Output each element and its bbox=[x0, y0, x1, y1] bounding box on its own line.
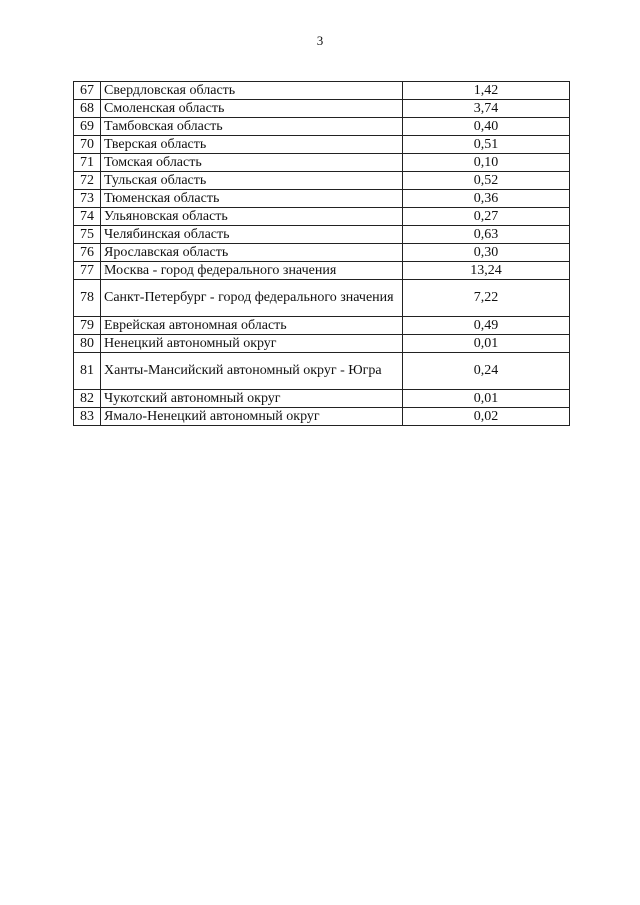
row-number: 72 bbox=[74, 172, 101, 190]
region-name: Смоленская область bbox=[101, 100, 403, 118]
table-row bbox=[74, 118, 570, 136]
region-name: Москва - город федерального значения bbox=[101, 262, 403, 280]
region-name: Тамбовская область bbox=[101, 118, 403, 136]
region-name: Ямало-Ненецкий автономный округ bbox=[101, 408, 403, 426]
table-row bbox=[74, 172, 570, 190]
row-number: 78 bbox=[74, 280, 101, 317]
row-number: 74 bbox=[74, 208, 101, 226]
table-row bbox=[74, 390, 570, 408]
row-number: 79 bbox=[74, 317, 101, 335]
region-value: 0,49 bbox=[403, 317, 570, 335]
region-name: Тюменская область bbox=[101, 190, 403, 208]
table-row bbox=[74, 154, 570, 172]
page-number: 3 bbox=[316, 33, 324, 48]
region-value: 0,30 bbox=[403, 244, 570, 262]
row-number: 70 bbox=[74, 136, 101, 154]
row-number: 83 bbox=[74, 408, 101, 426]
row-number: 73 bbox=[74, 190, 101, 208]
regions-table bbox=[73, 81, 570, 426]
region-name: Тульская область bbox=[101, 172, 403, 190]
region-name: Еврейская автономная область bbox=[101, 317, 403, 335]
row-number: 75 bbox=[74, 226, 101, 244]
region-name: Ненецкий автономный округ bbox=[101, 335, 403, 353]
region-value: 0,40 bbox=[403, 118, 570, 136]
table-row bbox=[74, 100, 570, 118]
region-name: Челябинская область bbox=[101, 226, 403, 244]
region-value: 1,42 bbox=[403, 82, 570, 100]
region-value: 0,01 bbox=[403, 390, 570, 408]
table-row bbox=[74, 280, 570, 317]
row-number: 71 bbox=[74, 154, 101, 172]
region-value: 7,22 bbox=[403, 280, 570, 317]
region-value: 3,74 bbox=[403, 100, 570, 118]
table-row bbox=[74, 208, 570, 226]
region-name: Ульяновская область bbox=[101, 208, 403, 226]
table-row bbox=[74, 82, 570, 100]
region-value: 0,02 bbox=[403, 408, 570, 426]
region-value: 0,63 bbox=[403, 226, 570, 244]
table-row bbox=[74, 317, 570, 335]
table-row bbox=[74, 136, 570, 154]
region-value: 0,01 bbox=[403, 335, 570, 353]
table-row bbox=[74, 226, 570, 244]
region-value: 0,36 bbox=[403, 190, 570, 208]
region-value: 0,51 bbox=[403, 136, 570, 154]
table-row bbox=[74, 244, 570, 262]
region-name: Санкт-Петербург - город федерального значения bbox=[101, 280, 403, 317]
region-name: Чукотский автономный округ bbox=[101, 390, 403, 408]
region-name: Тверская область bbox=[101, 136, 403, 154]
table-row bbox=[74, 353, 570, 390]
row-number: 67 bbox=[74, 82, 101, 100]
region-value: 0,52 bbox=[403, 172, 570, 190]
region-name: Ханты-Мансийский автономный округ - Югра bbox=[101, 353, 403, 390]
region-name: Томская область bbox=[101, 154, 403, 172]
row-number: 69 bbox=[74, 118, 101, 136]
row-number: 76 bbox=[74, 244, 101, 262]
row-number: 77 bbox=[74, 262, 101, 280]
row-number: 82 bbox=[74, 390, 101, 408]
region-value: 13,24 bbox=[403, 262, 570, 280]
table-row bbox=[74, 262, 570, 280]
table-row bbox=[74, 335, 570, 353]
row-number: 68 bbox=[74, 100, 101, 118]
region-value: 0,27 bbox=[403, 208, 570, 226]
table-row bbox=[74, 408, 570, 426]
region-value: 0,10 bbox=[403, 154, 570, 172]
region-value: 0,24 bbox=[403, 353, 570, 390]
region-name: Ярославская область bbox=[101, 244, 403, 262]
region-name: Свердловская область bbox=[101, 82, 403, 100]
row-number: 81 bbox=[74, 353, 101, 390]
table-row bbox=[74, 190, 570, 208]
row-number: 80 bbox=[74, 335, 101, 353]
